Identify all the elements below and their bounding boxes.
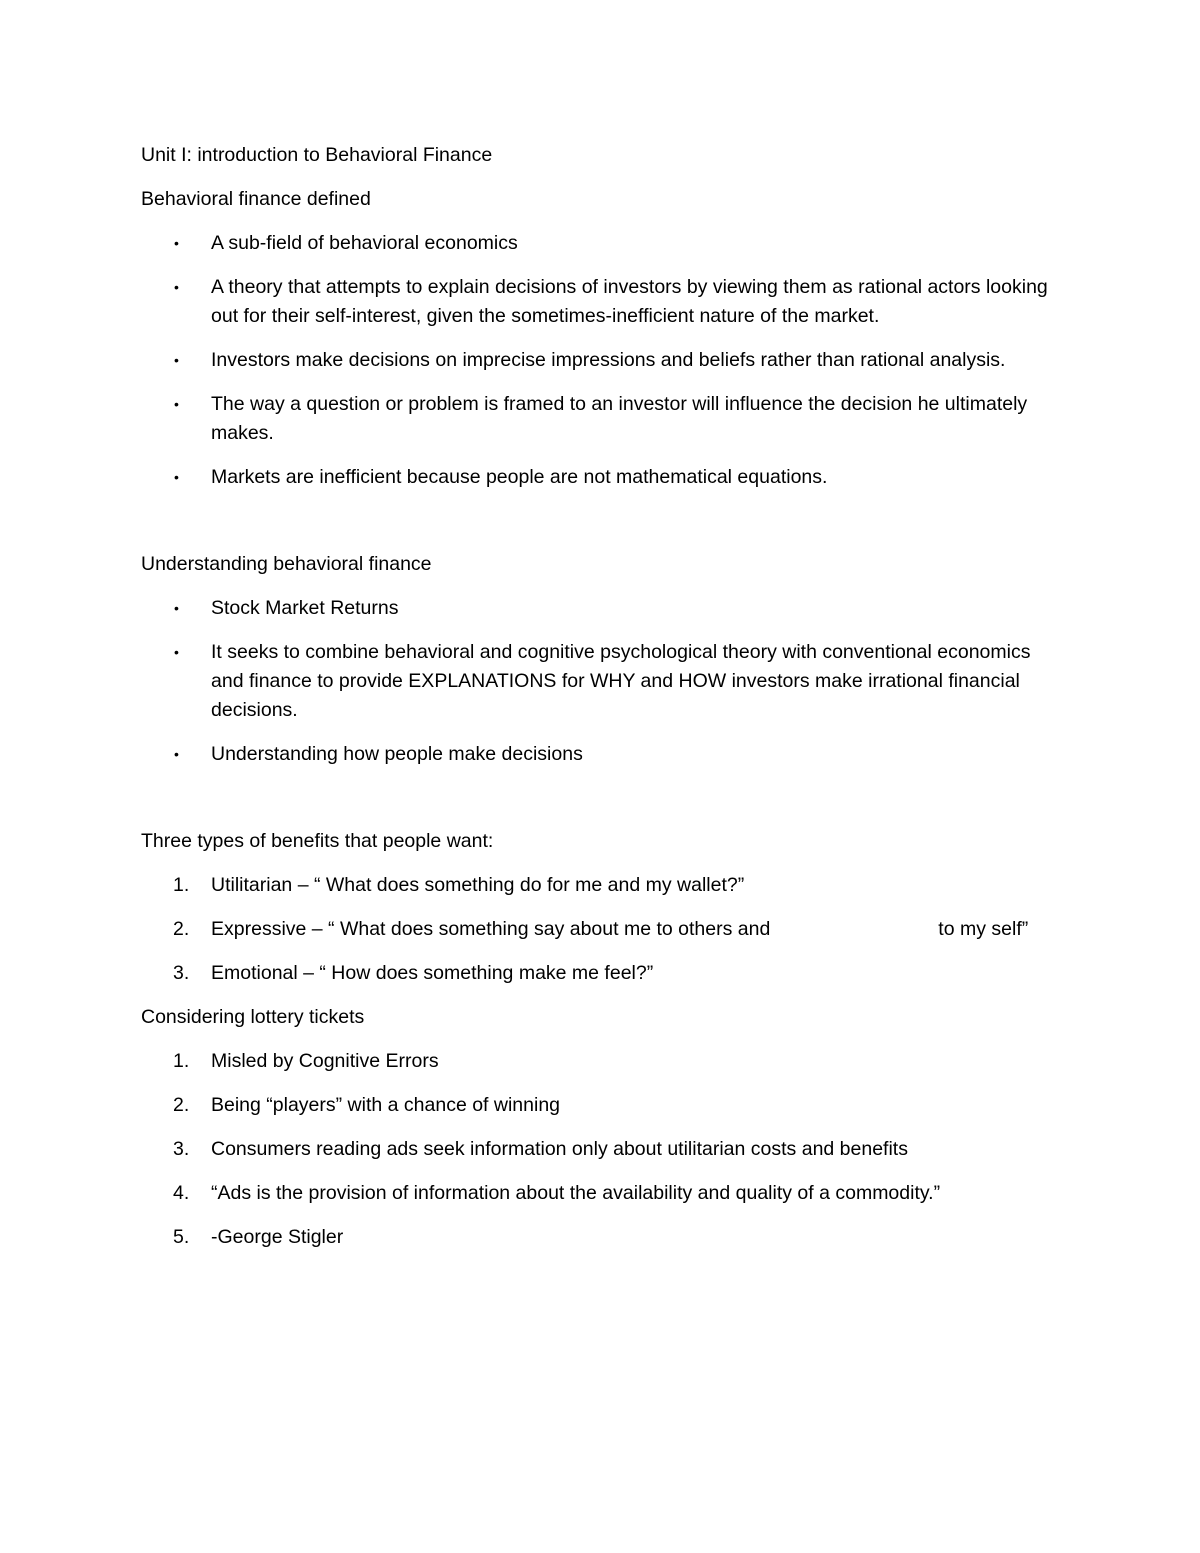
section-heading-definition: Behavioral finance defined	[141, 188, 371, 210]
list-item	[141, 959, 1050, 988]
definition-bullet-list	[141, 229, 1050, 492]
list-item-text: A theory that attempts to explain decisions of investors by viewing them as rational actors looking out for their self-interest, given the sometimes-inefficient nature of the market.	[211, 276, 1048, 327]
bullet-icon: •	[174, 352, 179, 368]
list-number: 4.	[173, 1182, 190, 1204]
list-item	[141, 273, 1050, 331]
list-item-text: Consumers reading ads seek information only about utilitarian costs and benefits	[211, 1138, 908, 1160]
list-item-text: Being “players” with a chance of winning	[211, 1094, 561, 1116]
bullet-icon: •	[174, 600, 179, 616]
list-item-text: Understanding how people make decisions	[211, 743, 583, 765]
bullet-icon: •	[174, 235, 179, 251]
section-heading-understanding: Understanding behavioral finance	[141, 553, 432, 575]
list-item-text: Emotional – “ How does something make me feel?”	[211, 962, 654, 984]
list-number: 5.	[173, 1226, 190, 1248]
section-heading-benefits: Three types of benefits that people want:	[141, 830, 494, 852]
list-item	[141, 638, 1050, 725]
list-item	[141, 1179, 1050, 1208]
list-item	[141, 229, 1050, 258]
list-number: 3.	[173, 1138, 190, 1160]
understanding-bullet-list	[141, 594, 1050, 769]
list-item-text: Utilitarian – “ What does something do for me and my wallet?”	[211, 874, 745, 896]
lottery-numbered-list	[141, 1047, 1050, 1252]
page-title: Unit I: introduction to Behavioral Finance	[141, 144, 493, 166]
list-item-text: Expressive – “ What does something say about me to others and	[211, 918, 771, 940]
section-heading-lottery: Considering lottery tickets	[141, 1006, 365, 1028]
list-item	[141, 740, 1050, 769]
list-item	[141, 1223, 1050, 1252]
list-item-text: Markets are inefficient because people are not mathematical equations.	[211, 466, 828, 488]
list-item	[141, 915, 1050, 944]
list-item	[141, 871, 1050, 900]
list-item-text: -George Stigler	[211, 1226, 344, 1248]
spacer	[141, 784, 1050, 827]
list-item	[141, 1135, 1050, 1164]
list-item	[141, 346, 1050, 375]
bullet-icon: •	[174, 396, 179, 412]
list-item	[141, 390, 1050, 448]
list-item-text: “Ads is the provision of information about the availability and quality of a commodity.”	[211, 1182, 941, 1204]
bullet-icon: •	[174, 746, 179, 762]
list-item	[141, 594, 1050, 623]
bullet-icon: •	[174, 469, 179, 485]
list-number: 3.	[173, 962, 190, 984]
list-item-text: Investors make decisions on imprecise impressions and beliefs rather than rational analysis.	[211, 349, 1006, 371]
list-item-text: The way a question or problem is framed to an investor will influence the decision he ultimately makes.	[211, 393, 1028, 444]
bullet-icon: •	[174, 279, 179, 295]
list-item	[141, 463, 1050, 492]
list-item-text: A sub-field of behavioral economics	[211, 232, 518, 254]
list-item-text: It seeks to combine behavioral and cognitive psychological theory with conventional economics and finance to provide EXPLANATIONS for WHY and HOW investors make irrational financial decisions.	[211, 641, 1031, 721]
spacer	[141, 507, 1050, 550]
benefits-numbered-list	[141, 871, 1050, 988]
list-number: 1.	[173, 1050, 190, 1072]
list-item	[141, 1047, 1050, 1076]
list-item-text-tail: to my self”	[938, 918, 1029, 940]
list-number: 2.	[173, 918, 190, 940]
list-item-text: Misled by Cognitive Errors	[211, 1050, 439, 1072]
list-item-text: Stock Market Returns	[211, 597, 399, 619]
bullet-icon: •	[174, 644, 179, 660]
list-item	[141, 1091, 1050, 1120]
list-number: 2.	[173, 1094, 190, 1116]
list-number: 1.	[173, 874, 190, 896]
